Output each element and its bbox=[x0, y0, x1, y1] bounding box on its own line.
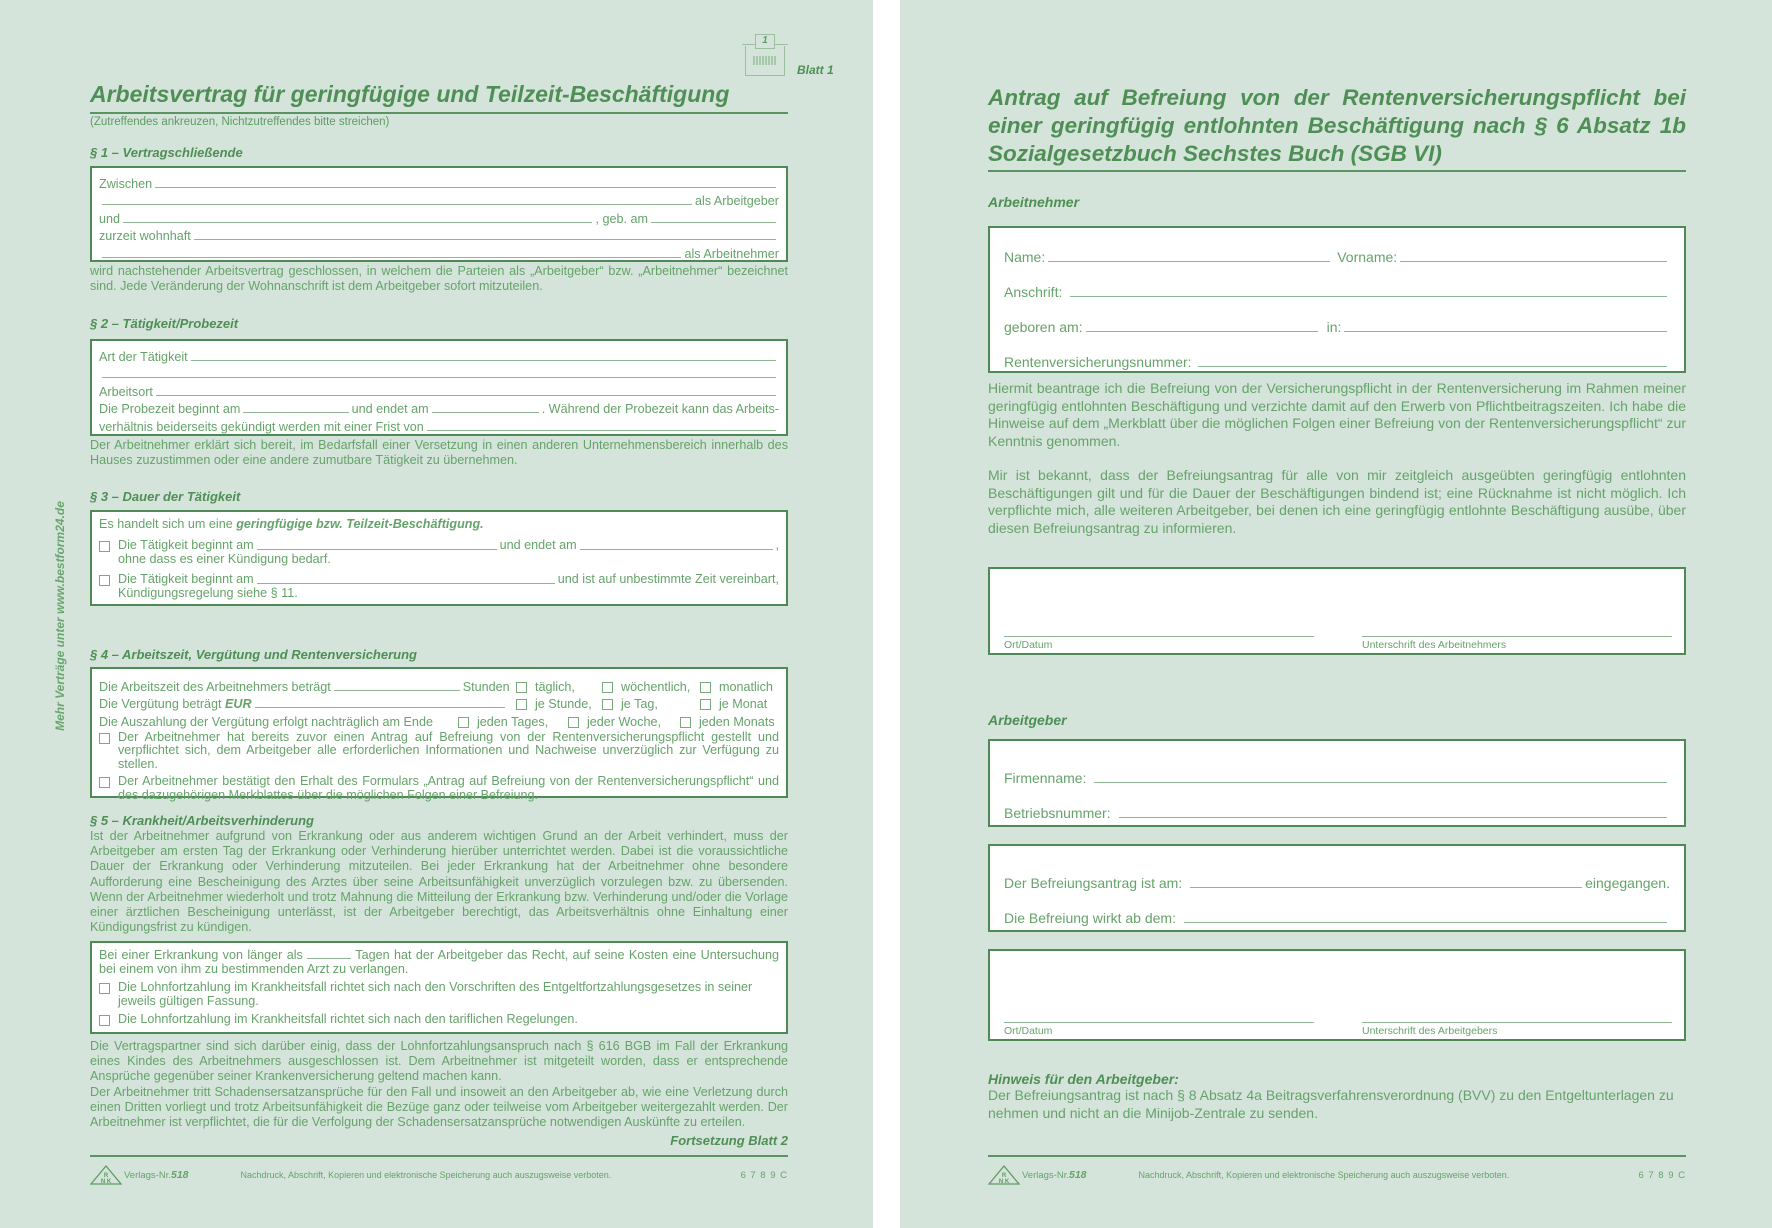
employer-field[interactable] bbox=[155, 187, 776, 188]
label: . Während der Probezeit kann das Arbeits- bbox=[541, 402, 779, 416]
address-field-2[interactable] bbox=[102, 257, 681, 258]
label: Art der Tätigkeit bbox=[99, 349, 188, 364]
per-day-checkbox[interactable] bbox=[602, 699, 613, 710]
address-field[interactable] bbox=[1070, 296, 1667, 297]
page-befreiungsantrag bbox=[900, 0, 1772, 1228]
footer bbox=[90, 1165, 788, 1185]
section-5-text-3: Der Arbeitnehmer tritt Schadensersatzansprüche für den Fall und insoweit an den Arbeitgeber ab, wie eine Verletzung durch einen Dritten vorliegt und trotz Arbeitsunfähigkeit die Bezüge ganz oder teilweise vom Arbeitgeber weitergezahlt werden. Der Arbeitnehmer ist verpflichtet, die für die Verfolgung der Schadensersatzansprüche notwendigen Auskünfte zu erteilen. bbox=[90, 1084, 788, 1129]
label: Stunden bbox=[462, 679, 510, 694]
svg-text:R: R bbox=[103, 1173, 109, 1179]
pay-options bbox=[516, 697, 592, 711]
payout-options bbox=[680, 715, 775, 729]
publisher-number: 518 bbox=[171, 1169, 189, 1181]
side-promo-text: Mehr Verträge unter www.bestform24.de bbox=[53, 501, 67, 731]
hours-field[interactable] bbox=[334, 690, 460, 691]
employee-signature-box bbox=[988, 567, 1686, 655]
label: Firmenname: bbox=[1004, 770, 1087, 786]
footer bbox=[988, 1165, 1686, 1185]
employer-note-text: Der Befreiungsantrag ist nach § 8 Absatz 4a Beitragsverfahrensverordnung (BVV) zu den Entgeltunterlagen zu nehmen und nicht an die Minijob-Zentrale zu senden. bbox=[988, 1087, 1674, 1121]
label: und ist auf unbestimmte Zeit vereinbart, bbox=[557, 572, 779, 586]
label: jeden Monats bbox=[699, 714, 775, 729]
pay-options bbox=[602, 697, 658, 711]
label: Tagen hat der Arbeitgeber das Recht, auf seine Kosten eine Untersuchung bei einem von ihm zu bestimmenden Arzt zu verlangen. bbox=[99, 948, 780, 977]
label: Der Arbeitnehmer bestätigt den Erhalt des Formulars „Antrag auf Befreiung von der Rentenversicherungspflicht“ und des dazugehörigen Merkblattes über die möglichen Folgen einer Befreiung. bbox=[118, 774, 779, 802]
label: als Arbeitgeber bbox=[694, 194, 779, 208]
label: und endet am bbox=[351, 402, 429, 416]
section-5 bbox=[90, 813, 788, 1148]
employer-field-2[interactable] bbox=[102, 204, 692, 205]
form-code: 6 7 8 9 C bbox=[740, 1169, 788, 1181]
label: EUR bbox=[225, 697, 252, 711]
employee-heading: Arbeitnehmer bbox=[988, 194, 1080, 210]
label: Rentenversicherungsnummer: bbox=[1004, 354, 1192, 370]
payout-options bbox=[458, 715, 548, 729]
activity-field-2[interactable] bbox=[102, 377, 776, 378]
birthplace-field[interactable] bbox=[1344, 331, 1667, 332]
monthly-checkbox[interactable] bbox=[700, 682, 711, 693]
section-1-text: wird nachstehender Arbeitsvertrag geschlossen, in welchem die Parteien als „Arbeitgeber“ bzw. „Arbeitnehmer“ bezeichnet sind. Jede Veränderung der Wohnanschrift ist dem Arbeitgeber sofort mitzuteilen. bbox=[90, 264, 788, 294]
label: , geb. am bbox=[595, 211, 648, 226]
probation-start-field[interactable] bbox=[243, 412, 348, 413]
label: Anschrift: bbox=[1004, 284, 1063, 300]
svg-text:R: R bbox=[1001, 1173, 1007, 1179]
label: zurzeit wohnhaft bbox=[99, 229, 191, 243]
period-options bbox=[516, 680, 575, 694]
each-month-checkbox[interactable] bbox=[680, 717, 691, 728]
each-week-checkbox[interactable] bbox=[568, 717, 579, 728]
activity-field[interactable] bbox=[191, 360, 776, 361]
period-options bbox=[700, 680, 773, 694]
employee-name-field[interactable] bbox=[123, 222, 592, 223]
statutory-pay-checkbox[interactable] bbox=[99, 983, 110, 994]
period-options bbox=[602, 680, 690, 694]
label: Die Lohnfortzahlung im Krankheitsfall richtet sich nach den Vorschriften des Entgeltfortzahlungsgesetzes in seiner jeweils gültigen Fassung. bbox=[118, 980, 753, 1008]
employee-signature-line[interactable]: Unterschrift des Arbeitnehmers bbox=[1362, 636, 1672, 651]
page-arbeitsvertrag bbox=[0, 0, 873, 1228]
label: Es handelt sich um eine bbox=[99, 517, 237, 531]
label: Die Arbeitszeit des Arbeitnehmers beträgt bbox=[99, 679, 331, 694]
label: geboren am: bbox=[1004, 319, 1083, 335]
copyright-notice: Nachdruck, Abschrift, Kopieren und elektronische Speicherung auch auszugsweise verboten. bbox=[240, 1170, 612, 1180]
company-name-field[interactable] bbox=[1094, 782, 1667, 783]
activity-box bbox=[90, 339, 788, 436]
label: Betriebsnummer: bbox=[1004, 805, 1111, 821]
effective-date-field[interactable] bbox=[1184, 922, 1667, 923]
label: Der Befreiungsantrag ist am: bbox=[1004, 875, 1183, 891]
address-field[interactable] bbox=[194, 239, 776, 240]
company-number-field[interactable] bbox=[1119, 817, 1667, 818]
label: in: bbox=[1326, 319, 1342, 335]
end-date-field[interactable] bbox=[580, 549, 773, 550]
employer-signature-line[interactable]: Unterschrift des Arbeitgebers bbox=[1362, 1022, 1672, 1037]
place-date-signature-line[interactable]: Ort/Datum bbox=[1004, 1022, 1314, 1037]
duration-box bbox=[90, 510, 788, 606]
acknowledgement-text: Mir ist bekannt, dass der Befreiungsantrag für alle von mir zeitgleich ausgeübten geringfügig entlohnten Beschäftigungen gilt und für die Dauer der Beschäftigungen bindend ist; eine Rücknahme ist nicht möglich. Ich verpflichte mich, alle weiteren Arbeitgeber, bei denen ich eine geringfügig entlohnte Beschäftigung ausübe, über diesen Befreiungsantrag zu informieren. bbox=[988, 467, 1686, 536]
label: geringfügige bzw. Teilzeit-Beschäftigung. bbox=[236, 517, 484, 531]
label: als Arbeitnehmer bbox=[684, 246, 779, 261]
label: Vorname: bbox=[1337, 249, 1398, 265]
continuation-note: Fortsetzung Blatt 2 bbox=[670, 1133, 788, 1149]
start-date-field-2[interactable] bbox=[257, 583, 555, 584]
employer-signature-box bbox=[988, 949, 1686, 1041]
received-date-field[interactable] bbox=[1190, 887, 1582, 888]
label: wöchentlich, bbox=[621, 679, 691, 694]
sheet-label: Blatt 1 bbox=[797, 63, 834, 77]
label: Die Probezeit beginnt am bbox=[99, 402, 241, 416]
label: Zwischen bbox=[99, 176, 153, 191]
employer-note-heading: Hinweis für den Arbeitgeber: bbox=[988, 1071, 1179, 1087]
section-2-text: Der Arbeitnehmer erklärt sich bereit, im Bedarfsfall einer Versetzung in einen anderen Unternehmensbereich innerhalb des Hauses zuzustimmen oder eine andere zumutbare Tätigkeit zu übernehmen. bbox=[90, 438, 788, 468]
label: Name: bbox=[1004, 249, 1046, 265]
parties-box bbox=[90, 166, 788, 262]
page-title: Antrag auf Befreiung von der Rentenversicherungspflicht bei einer geringfügig entlohnten Beschäftigung nach § 6 Absatz 1b Sozialgesetzbuch Sechstes Buch (SGB VI) bbox=[988, 85, 1686, 166]
first-name-field[interactable] bbox=[1400, 261, 1667, 262]
pay-options bbox=[700, 697, 767, 711]
fixed-term-checkbox[interactable] bbox=[99, 541, 110, 552]
pension-number-field[interactable] bbox=[1198, 366, 1667, 367]
per-hour-checkbox[interactable] bbox=[516, 699, 527, 710]
publisher-label: Verlags-Nr. bbox=[1022, 1169, 1069, 1181]
label: jeden Tages, bbox=[477, 714, 549, 729]
label: , bbox=[775, 538, 779, 552]
label: Bei einer Erkrankung von länger als bbox=[99, 948, 303, 963]
page-title: Arbeitsvertrag für geringfügige und Teilzeit-Beschäftigung bbox=[90, 81, 730, 107]
employee-box bbox=[988, 226, 1686, 373]
section-5-heading: § 5 – Krankheit/Arbeitsverhinderung bbox=[90, 813, 314, 828]
form-received-checkbox[interactable] bbox=[99, 777, 110, 788]
blatt-icon-number: 1 bbox=[755, 34, 775, 49]
receipt-box bbox=[988, 844, 1686, 932]
place-date-signature-line[interactable]: Ort/Datum bbox=[1004, 636, 1314, 651]
employer-box bbox=[988, 739, 1686, 827]
hours-pay-box bbox=[90, 667, 788, 802]
label: Der Arbeitnehmer hat bereits zuvor einen Antrag auf Befreiung von der Rentenversicherungspflicht gestellt und verpflichtet sich, dem Arbeitgeber alle erforderlichen Informationen und Nachweise unverzüglich zur Verfügung zu stellen. bbox=[118, 729, 779, 771]
per-month-checkbox[interactable] bbox=[700, 699, 711, 710]
label: je Stunde, bbox=[535, 697, 592, 711]
subtitle: (Zutreffendes ankreuzen, Nichtzutreffendes bitte streichen) bbox=[90, 116, 390, 128]
start-date-field[interactable] bbox=[257, 549, 497, 550]
birthdate-field[interactable] bbox=[1086, 331, 1318, 332]
weekly-checkbox[interactable] bbox=[602, 682, 613, 693]
label: Die Befreiung wirkt ab dem: bbox=[1004, 910, 1176, 926]
probation-end-field[interactable] bbox=[432, 412, 539, 413]
label: je Monat bbox=[719, 697, 768, 711]
section-2-heading: § 2 – Tätigkeit/Probezeit bbox=[90, 316, 239, 331]
label: Die Tätigkeit beginnt am bbox=[118, 572, 254, 586]
birthdate-field[interactable] bbox=[651, 222, 776, 223]
label: ohne dass es einer Kündigung bedarf. bbox=[118, 551, 331, 566]
label: Die Lohnfortzahlung im Krankheitsfall richtet sich nach den tariflichen Regelungen. bbox=[118, 1012, 578, 1027]
pay-field[interactable] bbox=[255, 707, 505, 708]
blatt-icon bbox=[742, 32, 788, 76]
publisher-number: 518 bbox=[1069, 1169, 1087, 1181]
label: und endet am bbox=[499, 538, 577, 552]
name-field[interactable] bbox=[1048, 261, 1330, 262]
svg-text:N K: N K bbox=[998, 1179, 1010, 1185]
label: jeder Woche, bbox=[587, 714, 661, 729]
workplace-field[interactable] bbox=[156, 395, 776, 396]
employer-heading: Arbeitgeber bbox=[988, 712, 1067, 728]
section-5-text: Ist der Arbeitnehmer aufgrund von Erkrankung oder aus anderem wichtigen Grund an der Arbeit verhindert, muss der Arbeitgeber am ersten Tag der Erkrankung oder Verhinderung hierüber unterrichtet werden. Dabei ist die voraussichtliche Dauer der Erkrankung oder Verhinderung mitzuteilen. Bei jeder Erkrankung hat der Arbeitnehmer ohne besondere Aufforderung eine Bescheinigung des Arztes über seine Arbeitsunfähigkeit unverzüglich vorzulegen bzw. zu übersenden. Wenn der Arbeitnehmer wiederholt und trotz Mahnung die Mitteilung der Erkrankung bzw. Verhinderung und/oder die Vorlage einer ärztlichen Bescheinigung unterlässt, ist der Arbeitgeber berechtigt, das Arbeitsverhältnis ohne Einhaltung einer Kündigungsfrist zu kündigen. bbox=[90, 829, 788, 935]
notice-period-field[interactable] bbox=[427, 430, 776, 431]
svg-text:N K: N K bbox=[100, 1179, 112, 1185]
payout-options bbox=[568, 715, 661, 729]
each-day-checkbox[interactable] bbox=[458, 717, 469, 728]
illness-box bbox=[90, 941, 788, 1034]
rnk-logo-icon bbox=[90, 1165, 122, 1185]
application-text: Hiermit beantrage ich die Befreiung von der Versicherungspflicht in der Rentenversicherung im Rahmen meiner geringfügig entlohnten Beschäftigung und verzichte damit auf den Erwerb von Pflichtbeitragszeiten. Ich habe die Hinweise auf dem „Merkblatt über die möglichen Folgen einer Befreiung von der Rentenversicherungspflicht“ zur Kenntnis genommen. bbox=[988, 380, 1686, 449]
form-code: 6 7 8 9 C bbox=[1638, 1169, 1686, 1181]
copyright-notice: Nachdruck, Abschrift, Kopieren und elektronische Speicherung auch auszugsweise verboten. bbox=[1138, 1170, 1510, 1180]
open-ended-checkbox[interactable] bbox=[99, 575, 110, 586]
section-3-heading: § 3 – Dauer der Tätigkeit bbox=[90, 489, 241, 504]
days-field[interactable] bbox=[307, 958, 351, 959]
label: monatlich bbox=[719, 679, 773, 694]
daily-checkbox[interactable] bbox=[516, 682, 527, 693]
rnk-logo-icon bbox=[988, 1165, 1020, 1185]
label: täglich, bbox=[535, 679, 575, 694]
label: verhältnis beiderseits gekündigt werden mit einer Frist von bbox=[99, 419, 424, 434]
publisher-label: Verlags-Nr. bbox=[124, 1169, 171, 1181]
label: und bbox=[99, 211, 121, 226]
label: Die Tätigkeit beginnt am bbox=[118, 538, 254, 552]
tariff-pay-checkbox[interactable] bbox=[99, 1015, 110, 1026]
prior-exemption-checkbox[interactable] bbox=[99, 733, 110, 744]
section-4-heading: § 4 – Arbeitszeit, Vergütung und Rentenversicherung bbox=[90, 647, 417, 662]
label: Arbeitsort bbox=[99, 384, 153, 399]
label: Die Auszahlung der Vergütung erfolgt nachträglich am Ende bbox=[99, 714, 433, 729]
label: eingegangen. bbox=[1585, 875, 1670, 891]
label: Die Vergütung beträgt bbox=[99, 697, 222, 711]
label: je Tag, bbox=[621, 697, 658, 711]
label: Kündigungsregelung siehe § 11. bbox=[118, 585, 298, 600]
section-1-heading: § 1 – Vertragschließende bbox=[90, 145, 243, 160]
section-5-text-2: Die Vertragspartner sind sich darüber einig, dass der Lohnfortzahlungsanspruch nach § 616 BGB im Fall der Erkrankung eines Kindes des Arbeitnehmers ausgeschlossen ist. Dem Arbeitnehmer ist mitgeteilt worden, dass er entsprechende Ansprüche gegenüber seiner Krankenversicherung geltend machen kann. bbox=[90, 1038, 788, 1084]
